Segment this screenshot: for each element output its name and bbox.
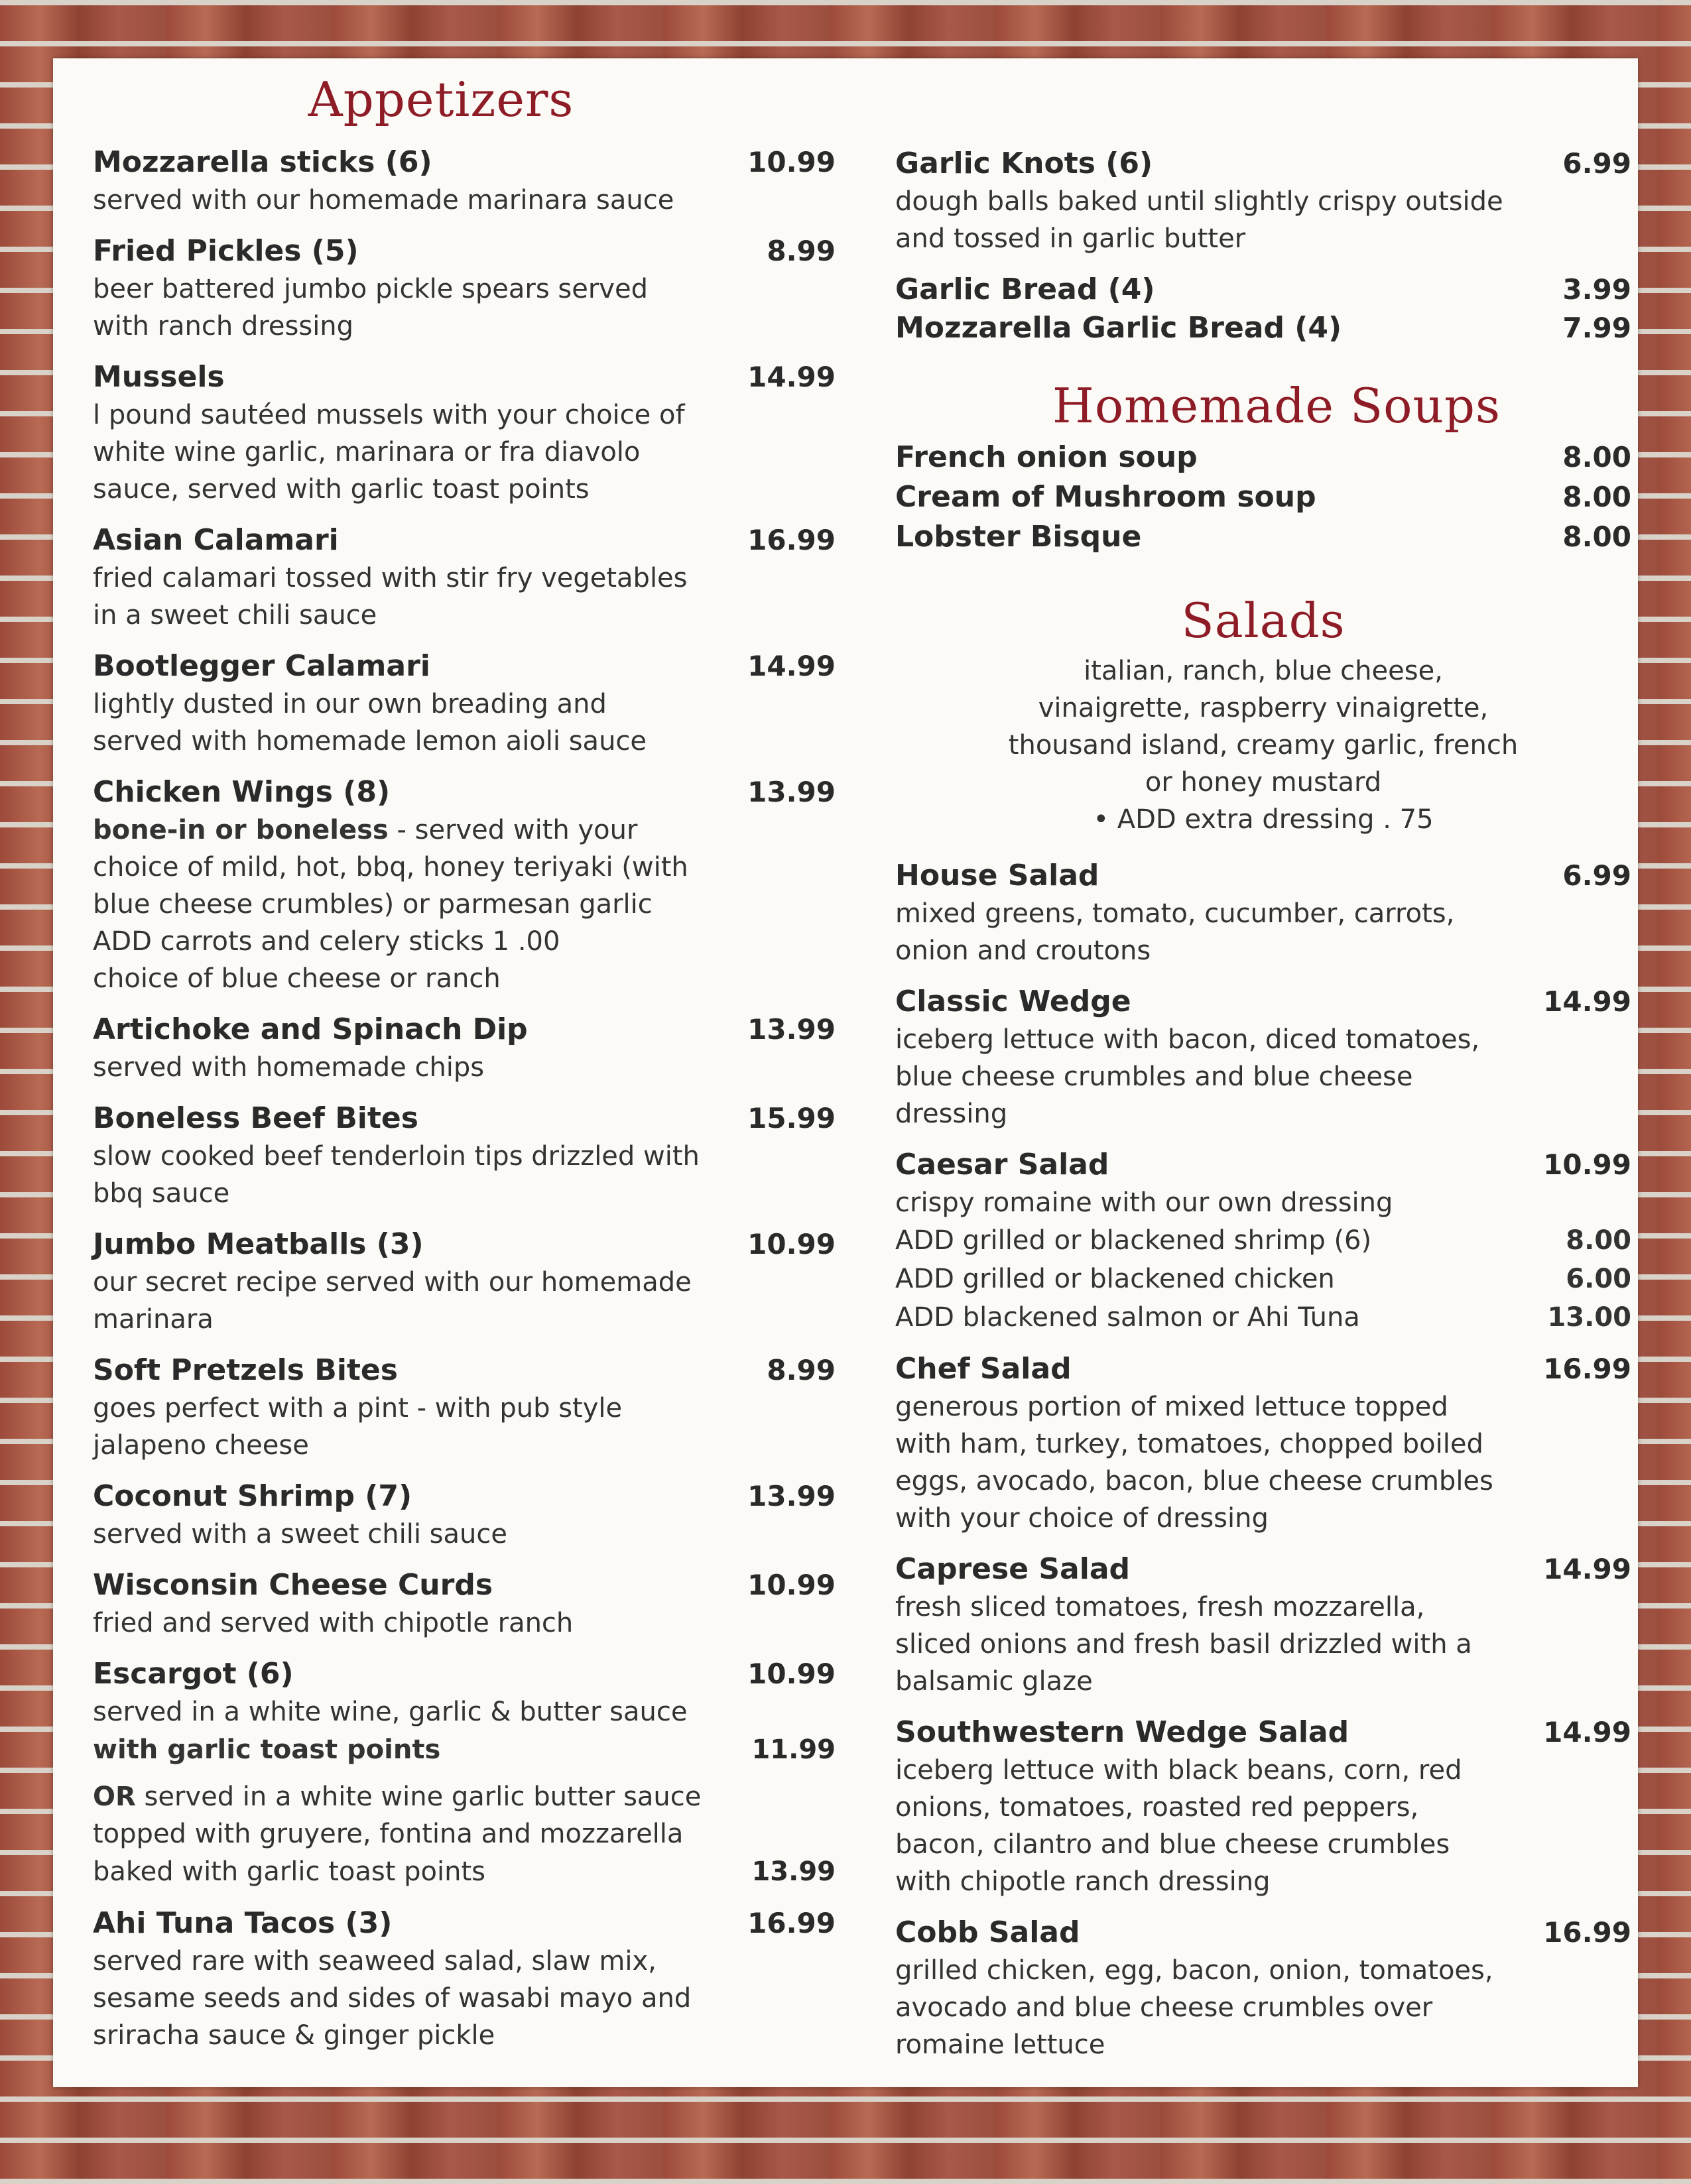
item-name: Cream of Mushroom soup xyxy=(895,480,1316,514)
menu-item xyxy=(93,143,836,219)
item-desc: slow cooked beef tenderloin tips drizzled with bbq sauce xyxy=(93,1141,700,1209)
item-name: Soft Pretzels Bites xyxy=(93,1353,398,1387)
item-desc: fresh sliced tomatoes, fresh mozzarella, sliced onions and fresh basil drizzled with a balsamic glaze xyxy=(895,1592,1472,1697)
item-name: Southwestern Wedge Salad xyxy=(895,1715,1349,1749)
item-name: Bootlegger Calamari xyxy=(93,649,430,683)
item-name: Jumbo Meatballs (3) xyxy=(93,1227,424,1261)
item-desc: mixed greens, tomato, cucumber, carrots, onion and croutons xyxy=(895,898,1455,966)
item-price: 8.00 xyxy=(1562,481,1631,513)
menu-item xyxy=(895,983,1631,1132)
add-on-price: 8.00 xyxy=(1566,1225,1631,1256)
item-name: Fried Pickles (5) xyxy=(93,234,359,268)
item-name: Mozzarella sticks (6) xyxy=(93,145,432,179)
item-price: 10.99 xyxy=(747,146,836,178)
menu-item xyxy=(93,1010,836,1086)
menu-item xyxy=(93,358,836,508)
item-desc: l pound sautéed mussels with your choice of white wine garlic, marinara or fra diavolo sauce, served with garlic toast points xyxy=(93,400,685,505)
add-on-row xyxy=(895,1260,1631,1298)
item-price: 14.99 xyxy=(1543,1716,1631,1748)
item-desc: iceberg lettuce with black beans, corn, red onions, tomatoes, roasted red peppers, bacon, cilantro and blue cheese crumbles with chipotle ranch dressing xyxy=(895,1755,1462,1897)
item-name: Classic Wedge xyxy=(895,985,1131,1018)
item-desc: served with a sweet chili sauce xyxy=(93,1519,507,1549)
add-on-label: ADD grilled or blackened chicken xyxy=(895,1264,1335,1294)
item-desc: served with our homemade marinara sauce xyxy=(93,185,674,215)
menu-item xyxy=(93,1566,836,1642)
item-price: 3.99 xyxy=(1562,273,1631,306)
item-alt-price: 13.99 xyxy=(751,1856,836,1887)
menu-item xyxy=(895,857,1631,969)
menu-item xyxy=(895,1350,1631,1537)
dressings-text: italian, ranch, blue cheese, vinaigrette, raspberry vinaigrette, thousand island, creamy garlic, french or honey mustard xyxy=(1008,656,1519,798)
menu-item xyxy=(93,232,836,345)
item-alt-last: baked with garlic toast points xyxy=(93,1856,485,1887)
add-on-price: 6.00 xyxy=(1566,1264,1631,1294)
menu-item xyxy=(895,1713,1631,1900)
item-desc: served rare with seaweed salad, slaw mix, sesame seeds and sides of wasabi mayo and sriracha sauce & ginger pickle xyxy=(93,1946,692,2051)
item-price: 8.00 xyxy=(1562,441,1631,473)
item-name: Cobb Salad xyxy=(895,1915,1080,1949)
item-price: 13.99 xyxy=(747,1480,836,1512)
item-price: 8.00 xyxy=(1562,520,1631,553)
menu-item xyxy=(93,773,836,997)
menu-item xyxy=(895,309,1631,347)
item-name: Caesar Salad xyxy=(895,1148,1109,1182)
item-price: 10.99 xyxy=(747,1658,836,1690)
menu-item xyxy=(93,1099,836,1212)
item-name: Mozzarella Garlic Bread (4) xyxy=(895,311,1342,345)
item-name: Chicken Wings (8) xyxy=(93,775,391,809)
soup-item xyxy=(895,438,1631,477)
add-on-label: ADD blackened salmon or Ahi Tuna xyxy=(895,1302,1360,1333)
item-price: 13.99 xyxy=(747,776,836,808)
menu-page xyxy=(53,58,1638,2087)
item-desc: goes perfect with a pint - with pub style jalapeno cheese xyxy=(93,1393,623,1461)
item-price: 16.99 xyxy=(1543,1916,1631,1949)
item-desc-rest: - served with your choice of mild, hot, bbq, honey teriyaki (with blue cheese crumbles) or parmesan garlic xyxy=(93,815,688,920)
item-desc: our secret recipe served with our homemade marinara xyxy=(93,1267,692,1335)
item-desc: dough balls baked until slightly crispy outside and tossed in garlic butter xyxy=(895,186,1503,254)
menu-item xyxy=(93,647,836,760)
item-desc: grilled chicken, egg, bacon, onion, tomatoes, avocado and blue cheese crumbles over romaine lettuce xyxy=(895,1955,1493,2060)
item-name: Garlic Bread (4) xyxy=(895,273,1155,306)
add-on-row xyxy=(895,1221,1631,1260)
soup-item xyxy=(895,517,1631,557)
item-name: Boneless Beef Bites xyxy=(93,1101,418,1135)
item-price: 15.99 xyxy=(747,1102,836,1134)
item-desc: fried calamari tossed with stir fry vegetables in a sweet chili sauce xyxy=(93,563,688,631)
item-price: 14.99 xyxy=(1543,1553,1631,1585)
item-price: 14.99 xyxy=(1543,985,1631,1018)
item-price: 14.99 xyxy=(747,650,836,682)
right-column xyxy=(895,145,1631,2077)
item-name: Chef Salad xyxy=(895,1352,1072,1386)
item-name: Artichoke and Spinach Dip xyxy=(93,1012,528,1046)
item-desc: served in a white wine, garlic & butter sauce xyxy=(93,1697,688,1727)
item-price: 10.99 xyxy=(1543,1148,1631,1181)
menu-item xyxy=(93,1225,836,1338)
menu-item xyxy=(93,1904,836,2054)
menu-item xyxy=(895,145,1631,257)
item-price: 7.99 xyxy=(1562,312,1631,344)
item-name: Mussels xyxy=(93,360,225,394)
item-price: 6.99 xyxy=(1562,859,1631,892)
soup-item xyxy=(895,477,1631,517)
item-price: 6.99 xyxy=(1562,147,1631,180)
appetizers-heading: Appetizers xyxy=(308,72,574,127)
item-desc: crispy romaine with our own dressing xyxy=(895,1187,1393,1218)
item-price: 10.99 xyxy=(747,1228,836,1260)
menu-item xyxy=(895,1146,1631,1337)
item-price: 8.99 xyxy=(767,1354,836,1386)
left-column xyxy=(93,58,836,2067)
item-desc: beer battered jumbo pickle spears served with ranch dressing xyxy=(93,274,648,341)
item-name: French onion soup xyxy=(895,440,1198,474)
menu-item xyxy=(895,271,1631,309)
menu-item xyxy=(93,521,836,634)
menu-item xyxy=(895,1913,1631,2063)
salads-heading: Salads xyxy=(1181,593,1346,648)
item-name: Garlic Knots (6) xyxy=(895,147,1153,180)
item-desc: lightly dusted in our own breading and served with homemade lemon aioli sauce xyxy=(93,689,647,757)
item-name: Escargot (6) xyxy=(93,1657,294,1691)
dressings-list xyxy=(895,652,1631,838)
item-price: 10.99 xyxy=(747,1569,836,1601)
item-price: 14.99 xyxy=(747,361,836,393)
menu-item xyxy=(93,1351,836,1464)
item-desc: fried and served with chipotle ranch xyxy=(93,1608,574,1638)
item-alt-desc xyxy=(93,1778,703,1852)
item-sub-option: with garlic toast points xyxy=(93,1734,441,1765)
item-extra: ADD carrots and celery sticks 1 .00 xyxy=(93,926,560,957)
item-name: Asian Calamari xyxy=(93,523,339,557)
item-desc: iceberg lettuce with bacon, diced tomatoes, blue cheese crumbles and blue cheese dressing xyxy=(895,1024,1480,1129)
item-name: Coconut Shrimp (7) xyxy=(93,1479,412,1513)
item-price: 8.99 xyxy=(767,235,836,267)
item-price: 16.99 xyxy=(747,1907,836,1939)
item-alt-lead: OR xyxy=(93,1782,136,1812)
soups-heading: Homemade Soups xyxy=(1052,378,1501,434)
item-desc: generous portion of mixed lettuce topped with ham, turkey, tomatoes, chopped boiled eggs, avocado, bacon, blue cheese crumbles with your choice of dressing xyxy=(895,1392,1493,1534)
item-name: Caprese Salad xyxy=(895,1552,1131,1586)
add-on-price: 13.00 xyxy=(1547,1302,1631,1333)
menu-item xyxy=(895,1550,1631,1700)
item-price: 13.99 xyxy=(747,1013,836,1046)
menu-item xyxy=(93,1655,836,1891)
item-price: 16.99 xyxy=(1543,1353,1631,1385)
item-name: Ahi Tuna Tacos (3) xyxy=(93,1906,393,1940)
item-name: Lobster Bisque xyxy=(895,520,1142,554)
item-extra: choice of blue cheese or ranch xyxy=(93,963,501,994)
item-desc: served with homemade chips xyxy=(93,1052,485,1083)
item-sub-price: 11.99 xyxy=(751,1734,836,1765)
item-price: 16.99 xyxy=(747,524,836,556)
item-name: House Salad xyxy=(895,859,1099,892)
add-on-row xyxy=(895,1298,1631,1337)
dressings-extra: • ADD extra dressing . 75 xyxy=(1093,804,1434,835)
item-name: Wisconsin Cheese Curds xyxy=(93,1568,493,1602)
item-desc-bold: bone-in or boneless xyxy=(93,815,389,845)
menu-item xyxy=(93,1477,836,1553)
item-desc xyxy=(93,812,703,923)
add-on-label: ADD grilled or blackened shrimp (6) xyxy=(895,1225,1372,1256)
item-alt-text: served in a white wine garlic butter sauce topped with gruyere, fontina and mozzarella xyxy=(93,1782,702,1849)
